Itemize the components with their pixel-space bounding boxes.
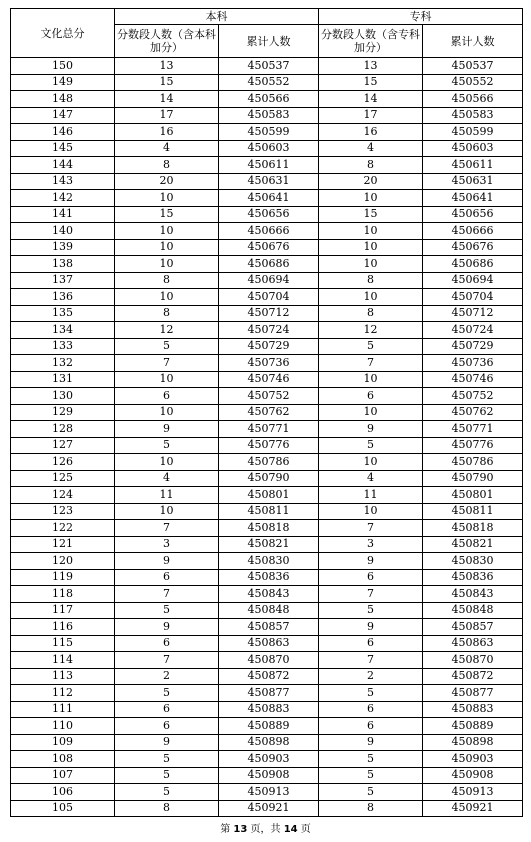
cell-junior-cumulative: 450694 [423,272,523,289]
table-row [11,206,523,223]
cell-undergrad-cumulative: 450877 [219,685,319,702]
cell-undergrad-cumulative: 450863 [219,635,319,652]
cell-junior-cumulative: 450641 [423,190,523,207]
cell-score: 124 [11,487,115,504]
cell-undergrad-cumulative: 450724 [219,322,319,339]
table-row [11,767,523,784]
table-row [11,685,523,702]
cell-score: 113 [11,668,115,685]
cell-junior-count: 2 [319,668,423,685]
table-row [11,157,523,174]
cell-junior-cumulative: 450903 [423,751,523,768]
cell-junior-cumulative: 450872 [423,668,523,685]
cell-undergrad-count: 5 [115,338,219,355]
cell-junior-cumulative: 450631 [423,173,523,190]
cell-undergrad-count: 9 [115,734,219,751]
header-undergrad-cumulative: 累计人数 [219,25,319,58]
cell-undergrad-cumulative: 450736 [219,355,319,372]
cell-undergrad-count: 5 [115,437,219,454]
cell-undergrad-cumulative: 450801 [219,487,319,504]
cell-junior-count: 6 [319,569,423,586]
cell-undergrad-count: 2 [115,668,219,685]
cell-junior-count: 5 [319,784,423,801]
cell-undergrad-cumulative: 450641 [219,190,319,207]
cell-junior-cumulative: 450863 [423,635,523,652]
table-row [11,503,523,520]
cell-score: 131 [11,371,115,388]
cell-junior-count: 7 [319,586,423,603]
cell-junior-count: 10 [319,256,423,273]
table-row [11,536,523,553]
cell-junior-count: 7 [319,355,423,372]
cell-undergrad-count: 10 [115,190,219,207]
cell-undergrad-cumulative: 450583 [219,107,319,124]
cell-junior-cumulative: 450776 [423,437,523,454]
cell-undergrad-cumulative: 450611 [219,157,319,174]
cell-junior-cumulative: 450566 [423,91,523,108]
table-row [11,701,523,718]
cell-junior-count: 20 [319,173,423,190]
header-score: 文化总分 [11,9,115,58]
cell-junior-count: 5 [319,602,423,619]
cell-score: 128 [11,421,115,438]
cell-undergrad-count: 6 [115,701,219,718]
cell-undergrad-cumulative: 450776 [219,437,319,454]
footer-suffix: 页 [300,824,311,835]
cell-undergrad-count: 5 [115,751,219,768]
cell-score: 120 [11,553,115,570]
cell-undergrad-count: 9 [115,553,219,570]
cell-junior-cumulative: 450830 [423,553,523,570]
cell-undergrad-cumulative: 450921 [219,800,319,817]
cell-junior-cumulative: 450599 [423,124,523,141]
cell-junior-count: 10 [319,190,423,207]
cell-undergrad-cumulative: 450889 [219,718,319,735]
cell-undergrad-cumulative: 450811 [219,503,319,520]
cell-undergrad-cumulative: 450903 [219,751,319,768]
cell-junior-cumulative: 450786 [423,454,523,471]
cell-undergrad-count: 6 [115,569,219,586]
header-undergrad-count: 分数段人数（含本科加分） [115,25,219,58]
cell-undergrad-cumulative: 450830 [219,553,319,570]
cell-score: 147 [11,107,115,124]
cell-score: 125 [11,470,115,487]
cell-junior-cumulative: 450752 [423,388,523,405]
cell-undergrad-count: 5 [115,602,219,619]
cell-score: 122 [11,520,115,537]
cell-undergrad-count: 8 [115,800,219,817]
cell-junior-count: 15 [319,74,423,91]
cell-score: 132 [11,355,115,372]
cell-junior-cumulative: 450537 [423,58,523,75]
cell-score: 123 [11,503,115,520]
cell-score: 117 [11,602,115,619]
cell-junior-count: 4 [319,470,423,487]
table-row [11,602,523,619]
cell-junior-count: 15 [319,206,423,223]
cell-junior-count: 5 [319,437,423,454]
cell-junior-count: 5 [319,751,423,768]
cell-score: 145 [11,140,115,157]
cell-junior-count: 11 [319,487,423,504]
cell-score: 114 [11,652,115,669]
cell-score: 133 [11,338,115,355]
cell-undergrad-count: 8 [115,272,219,289]
table-row [11,388,523,405]
cell-score: 139 [11,239,115,256]
cell-score: 108 [11,751,115,768]
cell-undergrad-count: 4 [115,140,219,157]
header-junior-count: 分数段人数（含专科加分） [319,25,423,58]
cell-undergrad-count: 12 [115,322,219,339]
table-body [11,58,523,817]
table-row [11,784,523,801]
page-footer [0,824,531,836]
cell-score: 116 [11,619,115,636]
table-row [11,289,523,306]
table-row [11,239,523,256]
cell-junior-cumulative: 450746 [423,371,523,388]
cell-junior-cumulative: 450712 [423,305,523,322]
cell-undergrad-count: 20 [115,173,219,190]
cell-score: 136 [11,289,115,306]
cell-undergrad-count: 9 [115,619,219,636]
cell-undergrad-cumulative: 450771 [219,421,319,438]
footer-page-number: 13 [233,824,248,835]
table-row [11,734,523,751]
cell-score: 148 [11,91,115,108]
cell-undergrad-count: 4 [115,470,219,487]
cell-junior-cumulative: 450583 [423,107,523,124]
cell-junior-count: 5 [319,338,423,355]
table-row [11,223,523,240]
cell-undergrad-count: 7 [115,355,219,372]
cell-junior-count: 16 [319,124,423,141]
cell-undergrad-cumulative: 450908 [219,767,319,784]
cell-junior-count: 8 [319,157,423,174]
cell-undergrad-cumulative: 450872 [219,668,319,685]
table-row [11,800,523,817]
cell-score: 141 [11,206,115,223]
table-row [11,520,523,537]
cell-undergrad-count: 15 [115,74,219,91]
table-row [11,190,523,207]
cell-junior-count: 17 [319,107,423,124]
cell-undergrad-cumulative: 450883 [219,701,319,718]
cell-junior-count: 10 [319,371,423,388]
cell-undergrad-count: 6 [115,718,219,735]
cell-undergrad-cumulative: 450686 [219,256,319,273]
table-row [11,74,523,91]
cell-junior-cumulative: 450724 [423,322,523,339]
cell-score: 126 [11,454,115,471]
cell-score: 127 [11,437,115,454]
cell-undergrad-count: 10 [115,404,219,421]
cell-undergrad-cumulative: 450790 [219,470,319,487]
table-row [11,586,523,603]
cell-undergrad-count: 6 [115,388,219,405]
cell-score: 150 [11,58,115,75]
cell-junior-count: 6 [319,718,423,735]
cell-undergrad-cumulative: 450729 [219,338,319,355]
cell-undergrad-count: 10 [115,239,219,256]
cell-junior-cumulative: 450857 [423,619,523,636]
cell-undergrad-count: 7 [115,652,219,669]
cell-undergrad-cumulative: 450836 [219,569,319,586]
table-header [11,9,523,58]
cell-junior-count: 10 [319,239,423,256]
cell-junior-count: 6 [319,388,423,405]
table-row [11,454,523,471]
cell-undergrad-count: 17 [115,107,219,124]
cell-undergrad-cumulative: 450676 [219,239,319,256]
cell-junior-count: 6 [319,701,423,718]
cell-junior-cumulative: 450883 [423,701,523,718]
cell-undergrad-count: 7 [115,520,219,537]
cell-junior-cumulative: 450790 [423,470,523,487]
cell-undergrad-cumulative: 450666 [219,223,319,240]
cell-junior-cumulative: 450921 [423,800,523,817]
cell-junior-cumulative: 450762 [423,404,523,421]
cell-junior-count: 5 [319,767,423,784]
cell-junior-count: 7 [319,652,423,669]
cell-undergrad-cumulative: 450712 [219,305,319,322]
cell-undergrad-cumulative: 450913 [219,784,319,801]
cell-junior-count: 7 [319,520,423,537]
table-row [11,58,523,75]
cell-junior-cumulative: 450686 [423,256,523,273]
cell-junior-cumulative: 450898 [423,734,523,751]
cell-undergrad-count: 16 [115,124,219,141]
cell-score: 112 [11,685,115,702]
table-row [11,256,523,273]
table-row [11,140,523,157]
cell-junior-count: 13 [319,58,423,75]
cell-junior-cumulative: 450771 [423,421,523,438]
cell-score: 140 [11,223,115,240]
cell-undergrad-cumulative: 450552 [219,74,319,91]
header-undergrad: 本科 [115,9,319,25]
cell-junior-cumulative: 450913 [423,784,523,801]
cell-undergrad-cumulative: 450843 [219,586,319,603]
cell-undergrad-cumulative: 450821 [219,536,319,553]
table-row [11,718,523,735]
table-row [11,487,523,504]
table-row [11,668,523,685]
cell-score: 142 [11,190,115,207]
cell-undergrad-cumulative: 450857 [219,619,319,636]
table-row [11,91,523,108]
cell-undergrad-count: 8 [115,157,219,174]
cell-undergrad-cumulative: 450656 [219,206,319,223]
cell-score: 107 [11,767,115,784]
footer-prefix: 第 [220,824,231,835]
score-table [10,8,523,817]
cell-junior-cumulative: 450908 [423,767,523,784]
cell-junior-count: 8 [319,272,423,289]
cell-undergrad-cumulative: 450631 [219,173,319,190]
cell-undergrad-cumulative: 450537 [219,58,319,75]
table-row [11,107,523,124]
cell-junior-count: 9 [319,734,423,751]
cell-score: 119 [11,569,115,586]
cell-undergrad-cumulative: 450694 [219,272,319,289]
cell-junior-cumulative: 450611 [423,157,523,174]
cell-score: 118 [11,586,115,603]
footer-middle: 页，共 [250,824,281,835]
table-row [11,305,523,322]
cell-undergrad-cumulative: 450786 [219,454,319,471]
table-row [11,421,523,438]
cell-junior-count: 12 [319,322,423,339]
cell-score: 106 [11,784,115,801]
cell-undergrad-cumulative: 450752 [219,388,319,405]
table-row [11,404,523,421]
cell-score: 138 [11,256,115,273]
cell-junior-cumulative: 450877 [423,685,523,702]
cell-undergrad-count: 10 [115,503,219,520]
cell-undergrad-count: 8 [115,305,219,322]
table-row [11,338,523,355]
cell-score: 146 [11,124,115,141]
cell-undergrad-cumulative: 450898 [219,734,319,751]
header-row-1 [11,9,523,25]
cell-junior-cumulative: 450801 [423,487,523,504]
cell-junior-cumulative: 450666 [423,223,523,240]
cell-junior-cumulative: 450704 [423,289,523,306]
cell-undergrad-count: 10 [115,454,219,471]
cell-score: 109 [11,734,115,751]
cell-undergrad-cumulative: 450818 [219,520,319,537]
cell-undergrad-count: 10 [115,371,219,388]
table-row [11,124,523,141]
table-row [11,553,523,570]
cell-undergrad-count: 10 [115,256,219,273]
table-row [11,652,523,669]
cell-undergrad-count: 10 [115,223,219,240]
cell-undergrad-count: 6 [115,635,219,652]
cell-junior-count: 10 [319,454,423,471]
cell-junior-count: 5 [319,685,423,702]
cell-undergrad-count: 14 [115,91,219,108]
cell-score: 110 [11,718,115,735]
cell-score: 105 [11,800,115,817]
cell-score: 121 [11,536,115,553]
table-row [11,635,523,652]
cell-junior-cumulative: 450656 [423,206,523,223]
cell-junior-count: 8 [319,800,423,817]
cell-undergrad-cumulative: 450599 [219,124,319,141]
table-row [11,371,523,388]
cell-undergrad-cumulative: 450746 [219,371,319,388]
cell-score: 130 [11,388,115,405]
table-row [11,619,523,636]
cell-undergrad-count: 13 [115,58,219,75]
cell-junior-count: 10 [319,404,423,421]
table-row [11,355,523,372]
cell-junior-cumulative: 450848 [423,602,523,619]
cell-score: 135 [11,305,115,322]
cell-score: 149 [11,74,115,91]
cell-undergrad-count: 11 [115,487,219,504]
table-row [11,751,523,768]
footer-total-pages: 14 [283,824,298,835]
table-row [11,569,523,586]
cell-junior-count: 10 [319,289,423,306]
cell-undergrad-cumulative: 450848 [219,602,319,619]
header-junior: 专科 [319,9,523,25]
cell-undergrad-cumulative: 450704 [219,289,319,306]
cell-junior-cumulative: 450870 [423,652,523,669]
cell-undergrad-count: 3 [115,536,219,553]
cell-undergrad-cumulative: 450762 [219,404,319,421]
cell-score: 115 [11,635,115,652]
cell-score: 129 [11,404,115,421]
cell-junior-cumulative: 450552 [423,74,523,91]
cell-junior-count: 14 [319,91,423,108]
cell-junior-cumulative: 450836 [423,569,523,586]
table-row [11,437,523,454]
cell-junior-count: 9 [319,619,423,636]
cell-junior-count: 9 [319,553,423,570]
cell-junior-count: 10 [319,223,423,240]
cell-undergrad-cumulative: 450566 [219,91,319,108]
cell-undergrad-count: 9 [115,421,219,438]
cell-junior-count: 9 [319,421,423,438]
cell-junior-count: 4 [319,140,423,157]
cell-undergrad-cumulative: 450870 [219,652,319,669]
header-junior-cumulative: 累计人数 [423,25,523,58]
cell-junior-count: 8 [319,305,423,322]
cell-junior-cumulative: 450729 [423,338,523,355]
cell-junior-cumulative: 450889 [423,718,523,735]
table-row [11,173,523,190]
cell-junior-count: 3 [319,536,423,553]
cell-junior-count: 10 [319,503,423,520]
cell-undergrad-cumulative: 450603 [219,140,319,157]
cell-undergrad-count: 5 [115,784,219,801]
cell-undergrad-count: 5 [115,685,219,702]
cell-score: 143 [11,173,115,190]
cell-junior-cumulative: 450603 [423,140,523,157]
cell-junior-count: 6 [319,635,423,652]
cell-undergrad-count: 5 [115,767,219,784]
cell-undergrad-count: 7 [115,586,219,603]
cell-undergrad-count: 10 [115,289,219,306]
cell-score: 134 [11,322,115,339]
cell-junior-cumulative: 450821 [423,536,523,553]
cell-score: 144 [11,157,115,174]
cell-undergrad-count: 15 [115,206,219,223]
cell-junior-cumulative: 450818 [423,520,523,537]
table-row [11,470,523,487]
cell-score: 137 [11,272,115,289]
table-row [11,322,523,339]
cell-junior-cumulative: 450843 [423,586,523,603]
cell-score: 111 [11,701,115,718]
cell-junior-cumulative: 450676 [423,239,523,256]
table-row [11,272,523,289]
cell-junior-cumulative: 450811 [423,503,523,520]
cell-junior-cumulative: 450736 [423,355,523,372]
